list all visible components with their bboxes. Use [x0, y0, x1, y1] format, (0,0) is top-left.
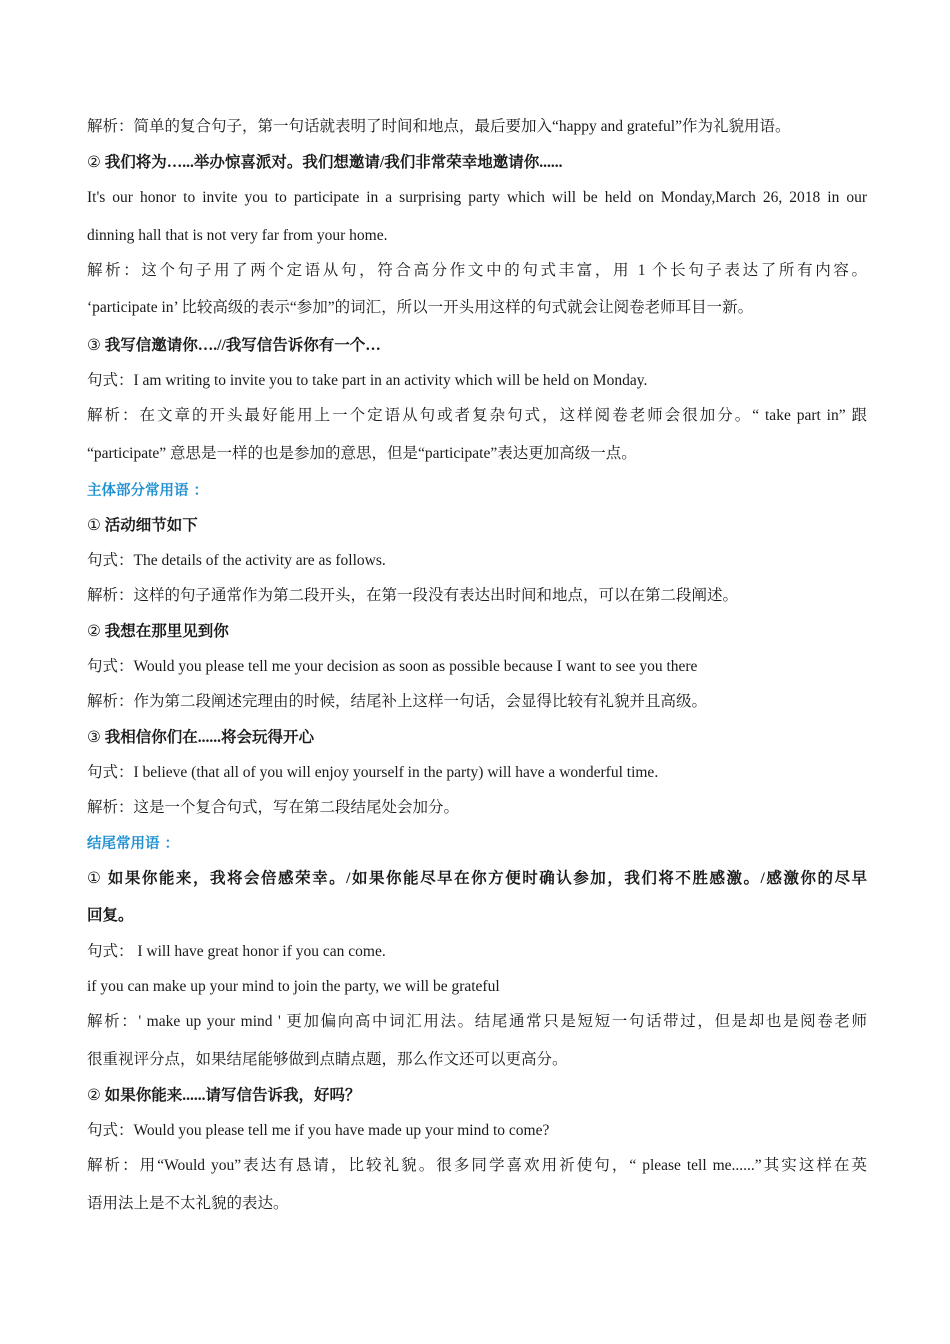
- phrase-heading-body-1: [87, 515, 867, 536]
- example-sentence-line-1: It's our honor to invite you to participate in a surprising party which will be held on Monday,March 26, 2018 in our: [87, 189, 867, 206]
- section-heading-ending: 结尾常用语 ：: [87, 836, 180, 852]
- phrase-heading-3: [87, 335, 867, 356]
- circled-number: ②: [87, 153, 101, 171]
- analysis-line-10: 很重视评分点，如果结尾能够做到点睛点题，那么作文还可以更高分。: [87, 1051, 568, 1068]
- phrase-heading-text: 我们将为…...举办惊喜派对。我们想邀请/我们非常荣幸地邀请你......: [104, 154, 563, 171]
- analysis-line-8: 解析：这是一个复合句式，写在第二段结尾处会加分。: [87, 799, 460, 816]
- example-sentence-line-2: dinning hall that is not very far from your home.: [87, 227, 388, 244]
- sentence-pattern-line: 句式：Would you please tell me if you have made up your mind to come?: [87, 1122, 550, 1139]
- phrase-heading-body-2: [87, 621, 867, 642]
- analysis-line-3: ‘participate in’ 比较高级的表示“参加”的词汇，所以一开头用这样的句式就会让阅卷老师耳目一新。: [87, 299, 754, 316]
- phrase-heading-text: 如果你能来......请写信告诉我，好吗？: [104, 1087, 361, 1104]
- phrase-heading-text: 活动细节如下: [104, 517, 198, 534]
- phrase-heading-ending-1: [87, 868, 867, 889]
- phrase-heading-text: 我写信邀请你….//我写信告诉你有一个…: [104, 337, 381, 354]
- circled-number: ①: [87, 516, 101, 534]
- analysis-line-4: 解析：在文章的开头最好能用上一个定语从句或者复杂句式，这样阅卷老师会很加分。“ take part in” 跟: [87, 407, 867, 424]
- phrase-heading-text: 我想在那里见到你: [104, 623, 229, 640]
- phrase-heading-2: [87, 152, 867, 173]
- phrase-heading-ending-1-cont: 回复。: [87, 907, 134, 924]
- analysis-line-1: 解析：简单的复合句子，第一句话就表明了时间和地点，最后要加入“happy and grateful”作为礼貌用语。: [87, 118, 791, 135]
- analysis-line-7: 解析：作为第二段阐述完理由的时候，结尾补上这样一句话，会显得比较有礼貌并且高级。: [87, 693, 708, 710]
- analysis-line-2: 解析：这个句子用了两个定语从句，符合高分作文中的句式丰富，用 1 个长句子表达了所有内容。: [87, 262, 867, 279]
- phrase-heading-body-3: [87, 727, 867, 748]
- section-heading-body: 主体部分常用语 ：: [87, 483, 209, 499]
- circled-number: ②: [87, 622, 101, 640]
- phrase-heading-ending-2: [87, 1085, 867, 1106]
- analysis-line-6: 解析：这样的句子通常作为第二段开头，在第一段没有表达出时间和地点，可以在第二段阐述。: [87, 587, 739, 604]
- phrase-heading-text: 我相信你们在......将会玩得开心: [104, 729, 315, 746]
- sentence-pattern-line: 句式： I will have great honor if you can come.: [87, 943, 386, 960]
- circled-number: ③: [87, 728, 101, 746]
- sentence-pattern-line: 句式：I am writing to invite you to take part in an activity which will be held on Monday.: [87, 372, 648, 389]
- circled-number: ①: [87, 869, 103, 887]
- analysis-line-11: 解析：用“Would you”表达有恳请，比较礼貌。很多同学喜欢用祈使句，“ please tell me......”其实这样在英: [87, 1157, 867, 1174]
- analysis-line-9: 解析：' make up your mind ' 更加偏向高中词汇用法。结尾通常只是短短一句话带过，但是却也是阅卷老师: [87, 1013, 867, 1030]
- circled-number: ③: [87, 336, 101, 354]
- circled-number: ②: [87, 1086, 101, 1104]
- sentence-pattern-line: 句式：The details of the activity are as follows.: [87, 552, 386, 569]
- analysis-line-12: 语用法上是不太礼貌的表达。: [87, 1195, 289, 1212]
- sentence-pattern-line-2: if you can make up your mind to join the party, we will be grateful: [87, 978, 500, 995]
- analysis-line-5: “participate” 意思是一样的也是参加的意思，但是“participate”表达更加高级一点。: [87, 445, 637, 462]
- sentence-pattern-line: 句式：I believe (that all of you will enjoy yourself in the party) will have a wonderful time.: [87, 764, 659, 781]
- sentence-pattern-line: 句式：Would you please tell me your decision as soon as possible because I want to see you there: [87, 658, 698, 675]
- phrase-heading-text: 如果你能来，我将会倍感荣幸。/如果你能尽早在你方便时确认参加，我们将不胜感激。/感激你的尽早: [107, 870, 867, 887]
